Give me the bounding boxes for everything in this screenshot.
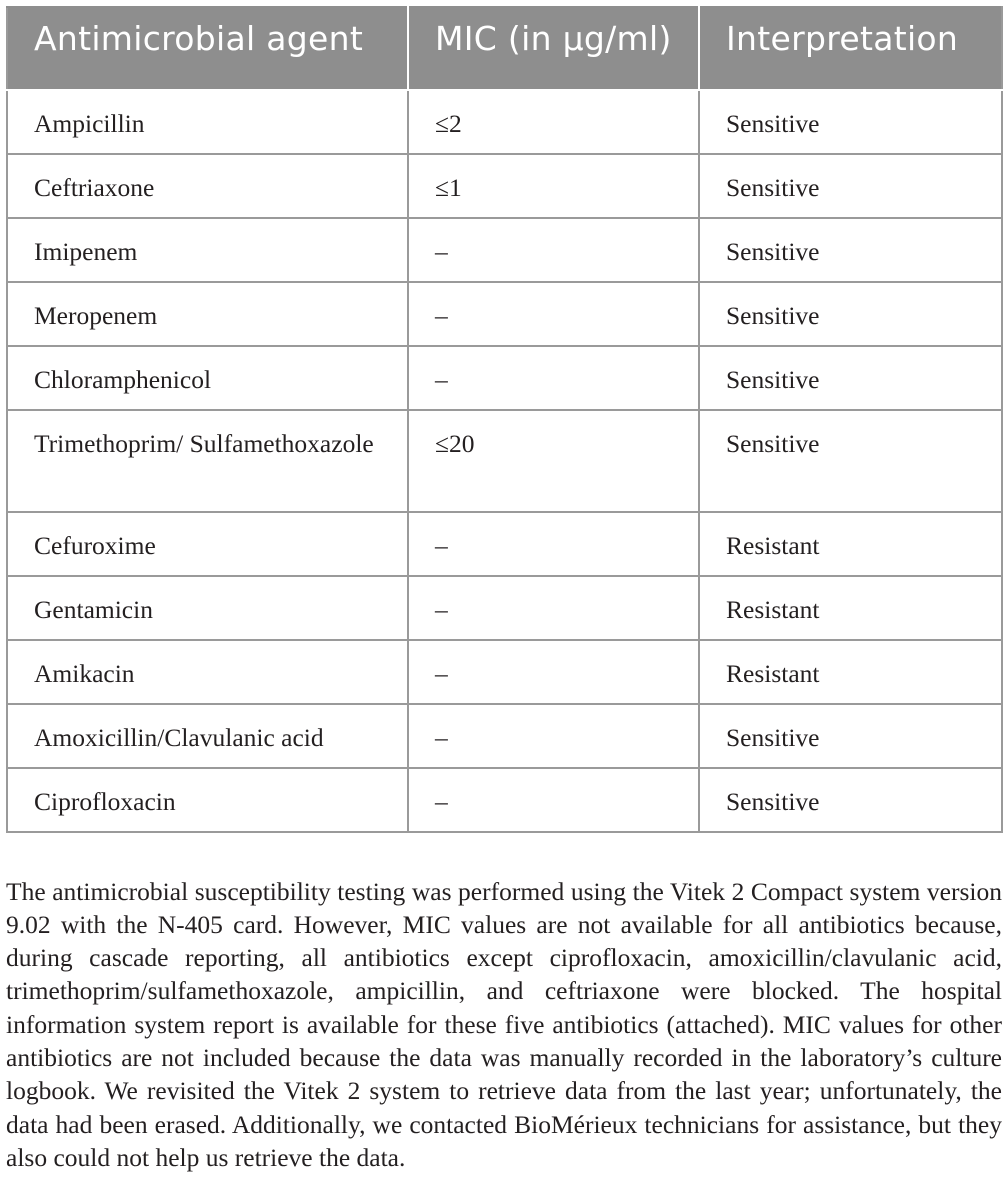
table-row <box>7 282 1002 346</box>
interpretation-cell: Sensitive <box>699 218 1002 282</box>
interpretation-cell: Resistant <box>699 640 1002 704</box>
agent-cell: Ciprofloxacin <box>7 768 408 832</box>
mic-cell: ≤20 <box>408 410 699 512</box>
agent-cell: Ampicillin <box>7 90 408 154</box>
mic-cell: – <box>408 282 699 346</box>
table-row <box>7 218 1002 282</box>
table-header <box>7 7 1002 90</box>
table-row <box>7 90 1002 154</box>
table-row <box>7 346 1002 410</box>
mic-cell: – <box>408 346 699 410</box>
table-row <box>7 704 1002 768</box>
agent-cell: Imipenem <box>7 218 408 282</box>
interpretation-cell: Sensitive <box>699 704 1002 768</box>
interpretation-cell: Sensitive <box>699 768 1002 832</box>
mic-cell: – <box>408 218 699 282</box>
header-antimicrobial-agent: Antimicrobial agent <box>7 7 408 90</box>
header-interpretation: Interpretation <box>699 7 1002 90</box>
mic-cell: – <box>408 640 699 704</box>
agent-cell: Trimethoprim/ Sulfamethoxazole <box>7 410 408 512</box>
interpretation-cell: Sensitive <box>699 410 1002 512</box>
susceptibility-table <box>6 6 1003 833</box>
header-row <box>7 7 1002 90</box>
agent-cell: Amikacin <box>7 640 408 704</box>
table-row <box>7 768 1002 832</box>
agent-cell: Amoxicillin/Clavulanic acid <box>7 704 408 768</box>
interpretation-cell: Sensitive <box>699 282 1002 346</box>
susceptibility-table-container <box>6 6 1001 833</box>
table-row <box>7 154 1002 218</box>
table-row <box>7 640 1002 704</box>
mic-cell: – <box>408 512 699 576</box>
agent-cell: Cefuroxime <box>7 512 408 576</box>
agent-cell: Chloramphenicol <box>7 346 408 410</box>
table-row <box>7 512 1002 576</box>
mic-cell: – <box>408 768 699 832</box>
agent-cell: Ceftriaxone <box>7 154 408 218</box>
interpretation-cell: Sensitive <box>699 346 1002 410</box>
interpretation-cell: Resistant <box>699 576 1002 640</box>
table-row <box>7 410 1002 512</box>
interpretation-cell: Sensitive <box>699 154 1002 218</box>
agent-cell: Meropenem <box>7 282 408 346</box>
mic-cell: ≤1 <box>408 154 699 218</box>
agent-cell: Gentamicin <box>7 576 408 640</box>
header-mic: MIC (in μg/ml) <box>408 7 699 90</box>
table-body <box>7 90 1002 832</box>
mic-cell: – <box>408 704 699 768</box>
interpretation-cell: Sensitive <box>699 90 1002 154</box>
table-row <box>7 576 1002 640</box>
mic-cell: – <box>408 576 699 640</box>
table-footnote: The antimicrobial susceptibility testing was performed using the Vitek 2 Compact system version 9.02 with the N-405 card. However, MIC values are not available for all antibiotics because, during cascade reporting, all antibiotics except ciprofloxacin, amoxicillin/clavulanic acid, trimethoprim/sulfamethoxazole, ampicillin, and ceftriaxone were blocked. The hospital information system report is available for these five antibiotics (attached). MIC values for other antibiotics are not included because the data was manually recorded in the laboratory’s culture logbook. We revisited the Vitek 2 system to retrieve data from the last year; unfortunately, the data had been erased. Additionally, we contacted BioMérieux technicians for assistance, but they also could not help us retrieve the data. <box>6 876 1002 1172</box>
interpretation-cell: Resistant <box>699 512 1002 576</box>
mic-cell: ≤2 <box>408 90 699 154</box>
